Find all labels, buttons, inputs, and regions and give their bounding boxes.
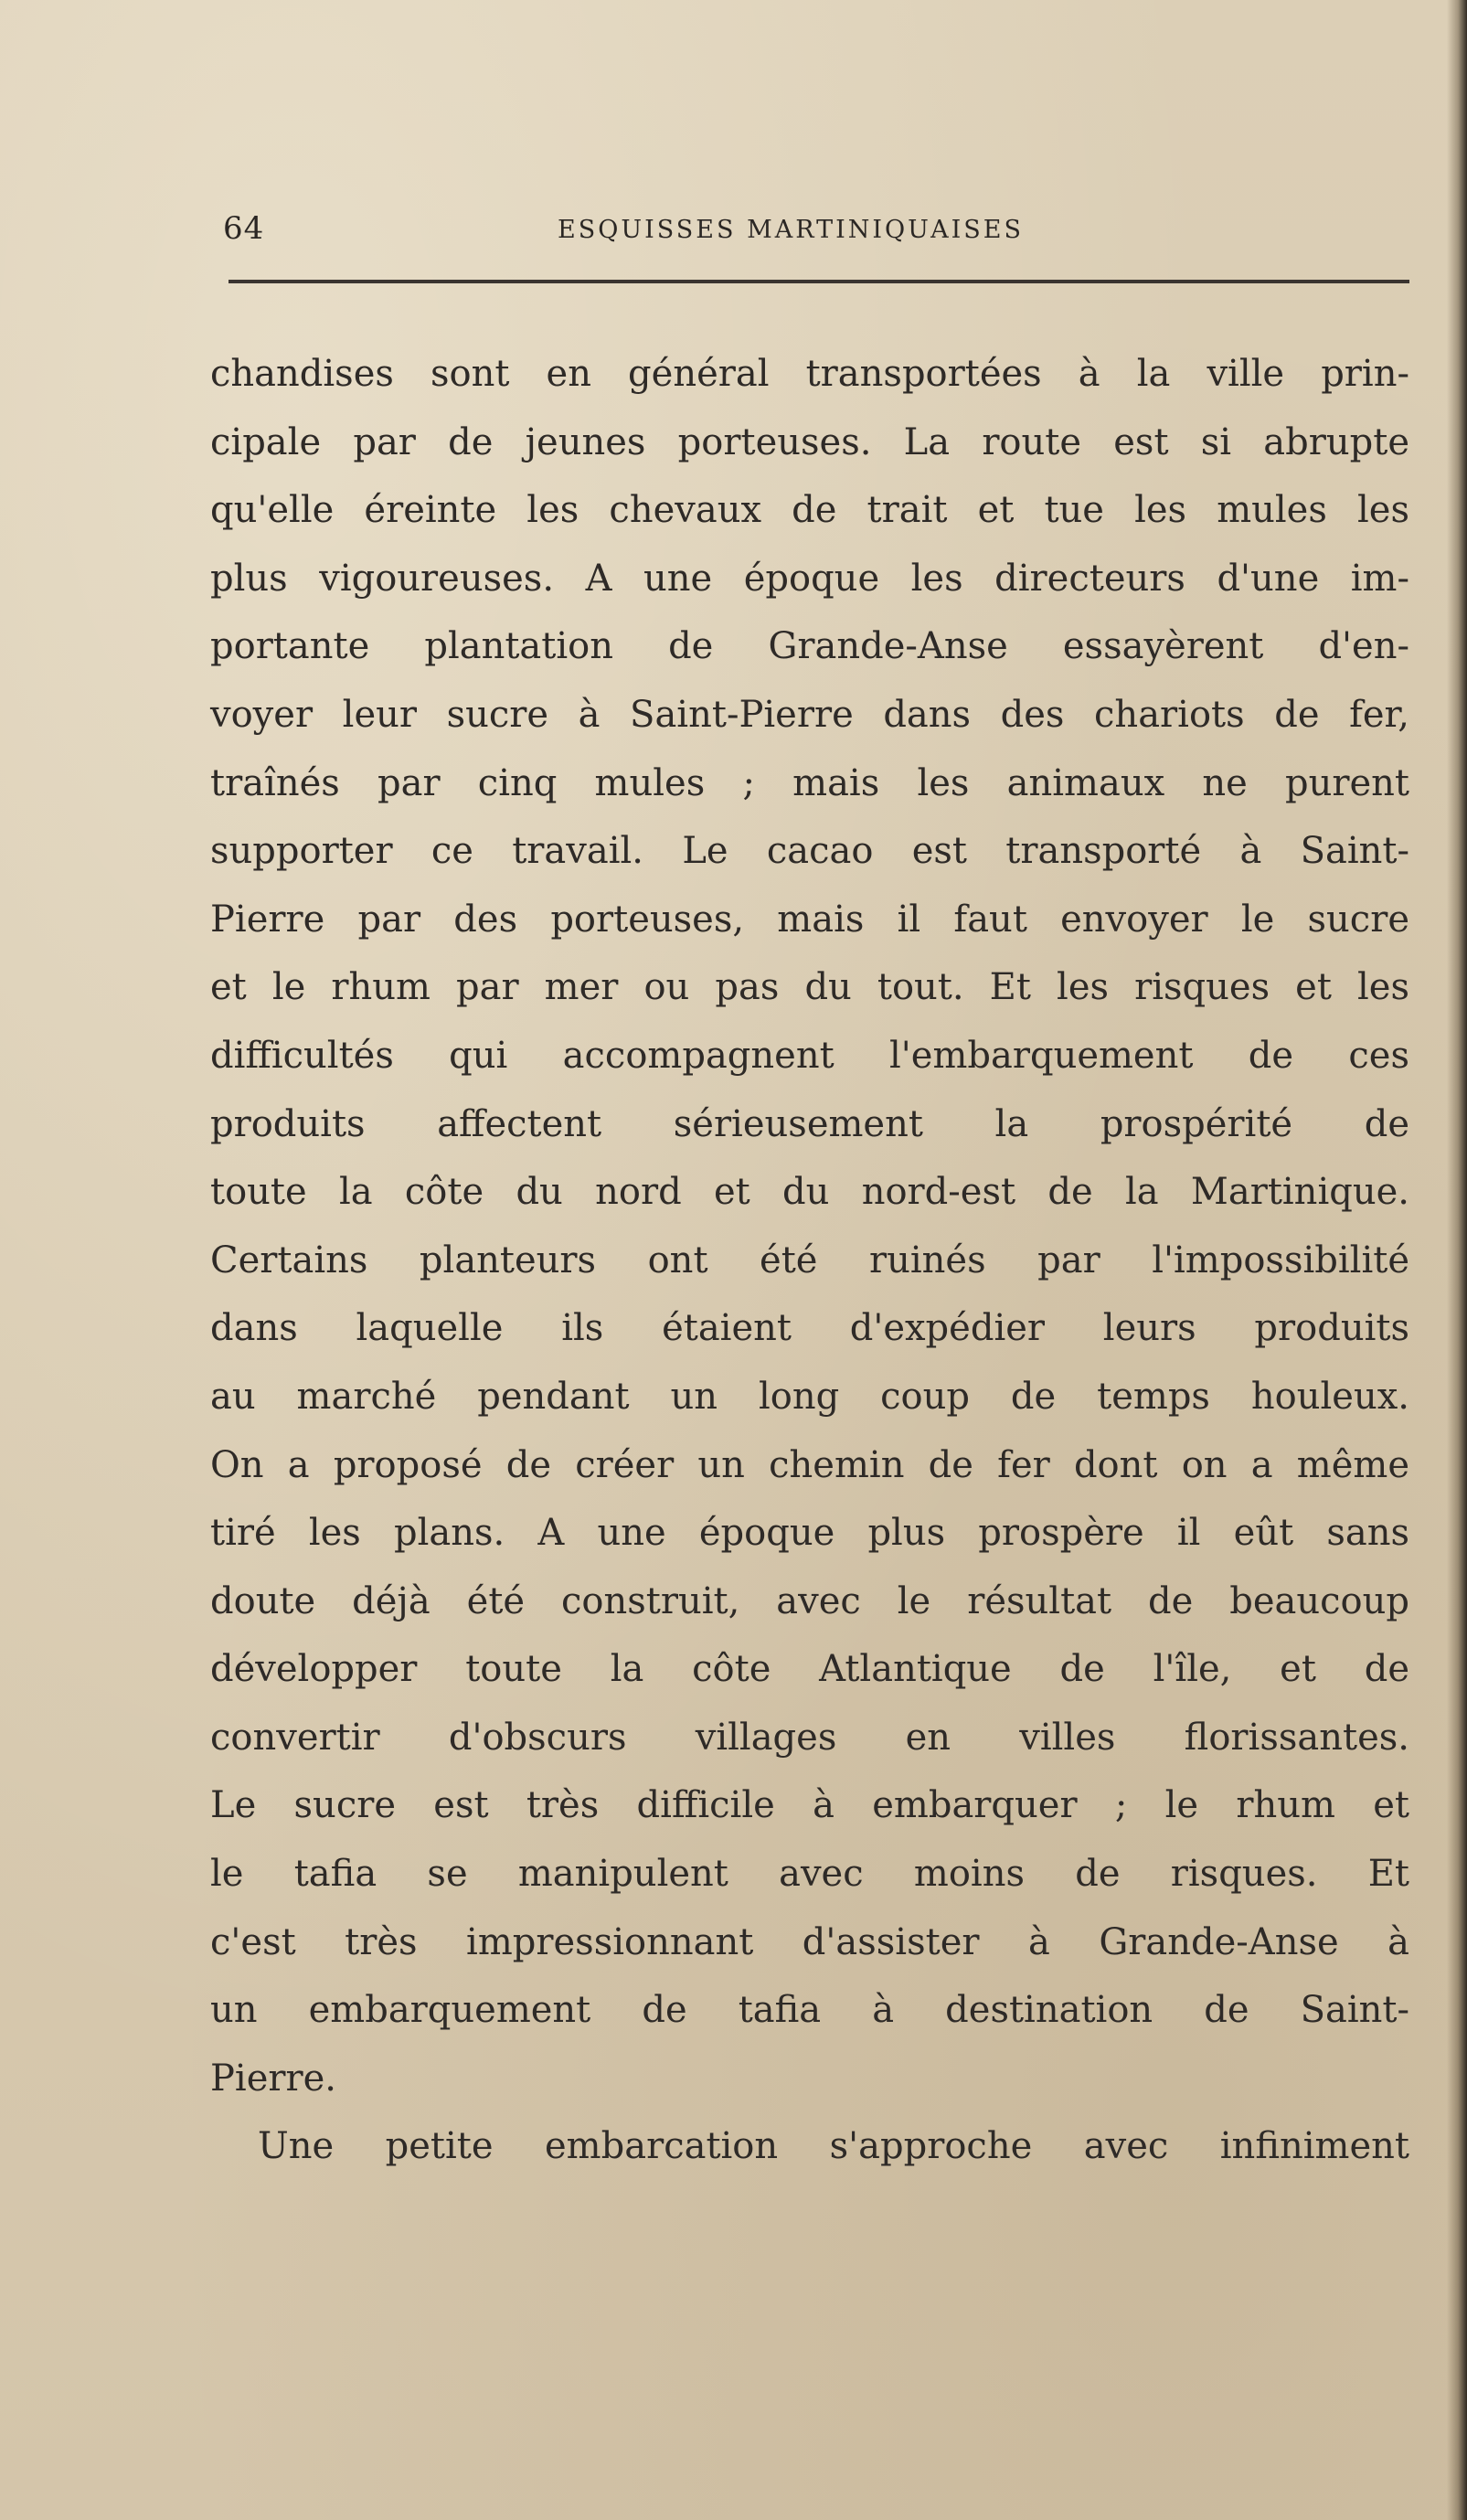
text-line: au marché pendant un long coup de temps houleux. xyxy=(210,1375,1409,1418)
text-line: Pierre par des porteuses, mais il faut envoyer le sucre xyxy=(210,898,1409,941)
text-line: le tafia se manipulent avec moins de risques. Et xyxy=(210,1853,1409,1896)
text-line: On a proposé de créer un chemin de fer dont on a même xyxy=(210,1443,1409,1486)
running-header xyxy=(212,208,1409,263)
text-line: c'est très impressionnant d'assister à Grande-Anse à xyxy=(210,1920,1409,1963)
paragraph-start-line: Une petite embarcation s'approche avec infiniment xyxy=(258,2125,1409,2168)
text-line: cipale par de jeunes porteuses. La route est si abrupte xyxy=(210,420,1409,463)
text-line: produits affectent sérieusement la prospérité de xyxy=(210,1102,1409,1145)
text-line: portante plantation de Grande-Anse essayèrent d'en- xyxy=(210,625,1409,668)
text-line: tiré les plans. A une époque plus prospère il eût sans xyxy=(210,1512,1409,1555)
text-line: plus vigoureuses. A une époque les directeurs d'une im- xyxy=(210,557,1409,600)
page-edge-shadow xyxy=(1447,0,1467,2520)
text-line: difficultés qui accompagnent l'embarquement de ces xyxy=(210,1034,1409,1077)
text-line: chandises sont en général transportées à la ville prin- xyxy=(210,353,1409,395)
text-line: dans laquelle ils étaient d'expédier leurs produits xyxy=(210,1307,1409,1350)
text-line: supporter ce travail. Le cacao est transporté à Saint- xyxy=(210,830,1409,873)
text-line: doute déjà été construit, avec le résultat de beaucoup xyxy=(210,1579,1409,1622)
text-line: développer toute la côte Atlantique de l'île, et de xyxy=(210,1648,1409,1691)
header-rule xyxy=(229,280,1409,283)
text-line: toute la côte du nord et du nord-est de la Martinique. xyxy=(210,1171,1409,1214)
text-line: traînés par cinq mules ; mais les animaux ne purent xyxy=(210,761,1409,804)
text-line: un embarquement de tafia à destination de Saint- xyxy=(210,1989,1409,2032)
page-number: 64 xyxy=(223,210,265,247)
running-title: ESQUISSES MARTINIQUAISES xyxy=(558,216,1024,244)
text-line: qu'elle éreinte les chevaux de trait et tue les mules les xyxy=(210,489,1409,532)
text-line: Le sucre est très difficile à embarquer ; le rhum et xyxy=(210,1784,1409,1827)
text-line: et le rhum par mer ou pas du tout. Et les risques et les xyxy=(210,966,1409,1009)
text-line: voyer leur sucre à Saint-Pierre dans des chariots de fer, xyxy=(210,693,1409,736)
text-line: convertir d'obscurs villages en villes florissantes. xyxy=(210,1716,1409,1759)
body-text xyxy=(210,340,1409,2181)
text-line: Certains planteurs ont été ruinés par l'impossibilité xyxy=(210,1239,1409,1281)
paragraph-end-line: Pierre. xyxy=(210,2057,337,2100)
